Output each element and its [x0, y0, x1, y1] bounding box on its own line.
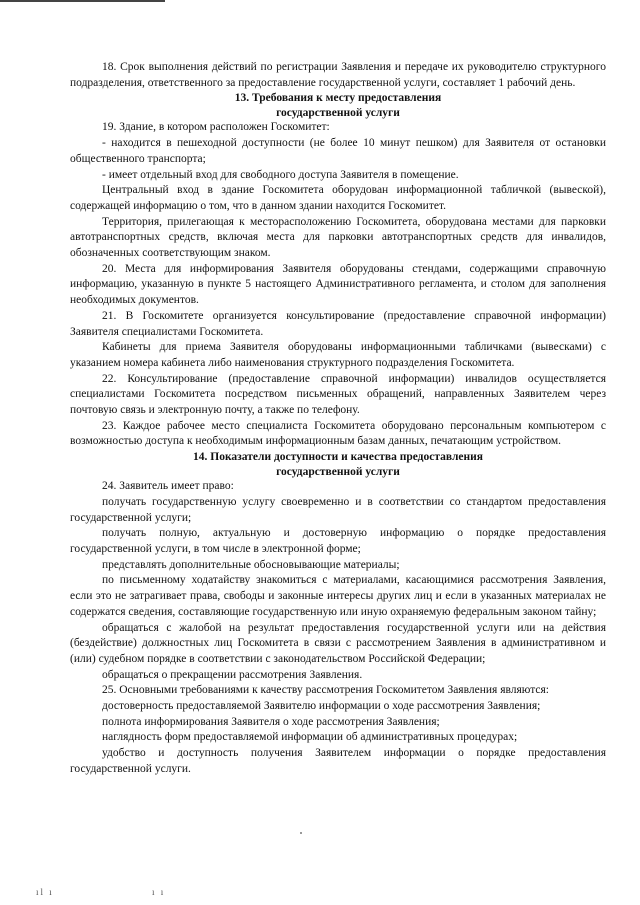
quality-item-1: достоверность предоставляемой Заявителю информации о ходе рассмотрения Заявления;	[102, 700, 541, 713]
quality-item-2: полнота информирования Заявителя о ходе рассмотрения Заявления;	[102, 715, 440, 728]
paragraph-23: 23. Каждое рабочее место специалиста Госкомитета оборудовано персональным компьютером с возможностью доступа к необходимым информационным базам данных, печатающим устройством.	[70, 419, 606, 448]
section-13-heading	[70, 91, 606, 120]
scan-mark-right: ı ı	[152, 887, 166, 897]
right-item-6: обращаться о прекращении рассмотрения Заявления.	[102, 668, 363, 681]
right-item-3: представлять дополнительные обосновывающие материалы;	[102, 558, 400, 571]
top-rule	[0, 0, 165, 2]
paragraph-territory: Территория, прилегающая к месторасположению Госкомитета, оборудована местами для парковки автотранспортных средств, включая места для парковки автотранспортных средств для инвалидов, обозначенных соответствующим знаком.	[70, 215, 606, 260]
paragraph-cabinets: Кабинеты для приема Заявителя оборудованы информационными табличками (вывесками) с указанием номера кабинета либо наименования структурного подразделения Госкомитета.	[70, 341, 606, 369]
paragraph-20: 20. Места для информирования Заявителя оборудованы стендами, содержащими справочную информацию, указанную в пункте 5 настоящего Административного регламента, и столом для заполнения необходимых документов.	[70, 262, 606, 307]
paragraph-25: 25. Основными требованиями к качеству рассмотрения Госкомитетом Заявления являются:	[102, 684, 549, 697]
section-14-title-line1: 14. Показатели доступности и качества предоставления	[193, 451, 483, 464]
scan-mark-left: ıl ı	[36, 887, 54, 897]
paragraph-19-item-2: - имеет отдельный вход для свободного доступа Заявителя в помещение.	[102, 168, 459, 181]
quality-item-4: удобство и доступность получения Заявителем информации о порядке предоставления государственной услуги.	[70, 747, 606, 775]
paragraph-24: 24. Заявитель имеет право:	[102, 480, 234, 493]
document-page	[70, 60, 606, 778]
right-item-5: обращаться с жалобой на результат предоставления государственной услуги или на действия (бездействие) должностных лиц Госкомитета в связи с рассмотрением Заявления в административном и (или) судебном порядке в соответствии с законодательством Российской Федерации;	[70, 621, 606, 665]
quality-item-3: наглядность форм предоставляемой информации об административных процедурах;	[102, 731, 518, 744]
right-item-4: по письменному ходатайству знакомиться с материалами, касающимися рассмотрения Заявления, если это не затрагивает права, свободы и законные интересы других лиц и если в указанных материалах не содержатся сведения, составляющие государственную или иную охраняемую федеральным законом тайну;	[70, 574, 606, 618]
section-13-title-line2: государственной услуги	[276, 106, 400, 119]
paragraph-19: 19. Здание, в котором расположен Госкомитет:	[102, 121, 330, 134]
section-14-heading	[70, 450, 606, 479]
scan-dot	[300, 832, 302, 834]
paragraph-entrance: Центральный вход в здание Госкомитета оборудован информационной табличкой (вывеской), содержащей информацию о том, что в данном здании находится Госкомитет.	[70, 184, 606, 212]
paragraph-22: 22. Консультирование (предоставление справочной информации) инвалидов осуществляется специалистами Госкомитета посредством письменных обращений, направленных Заявителем через почтовую связь и электронную почту, а также по телефону.	[70, 372, 606, 417]
section-13-title-line1: 13. Требования к месту предоставления	[234, 92, 442, 105]
right-item-1: получать государственную услугу своевременно и в соответствии со стандартом предоставления государственной услуги;	[70, 495, 606, 524]
paragraph-21: 21. В Госкомитете организуется консультирование (предоставление справочной информации) Заявителя специалистами Госкомитета.	[70, 309, 606, 338]
section-14-title-line2: государственной услуги	[276, 465, 400, 478]
paragraph-19-item-1: - находится в пешеходной доступности (не более 10 минут пешком) для Заявителя от остановки общественного транспорта;	[70, 137, 606, 165]
right-item-2: получать полную, актуальную и достоверную информацию о порядке предоставления государственной услуги, в том числе в электронной форме;	[70, 527, 606, 555]
paragraph-18: 18. Срок выполнения действий по регистрации Заявления и передаче их руководителю структурного подразделения, ответственного за предоставление государственной услуги, составляет 1 рабочий день.	[70, 61, 606, 89]
